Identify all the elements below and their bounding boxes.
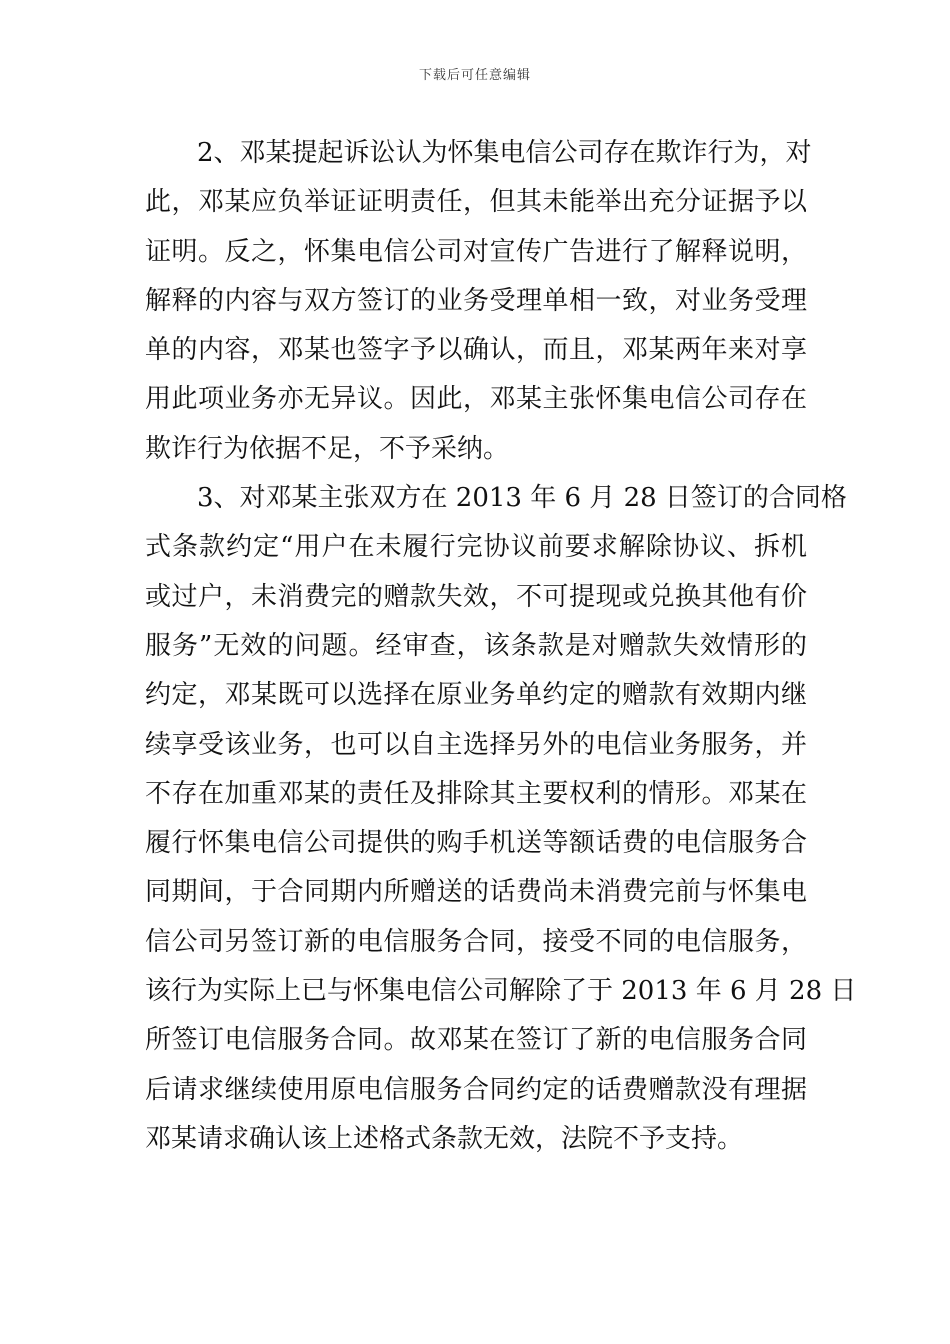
paragraph-3-line: 或过户，未消费完的赠款失效，不可提现或兑换其他有价	[145, 581, 807, 612]
page-header-note: 下载后可任意编辑	[418, 68, 531, 83]
paragraph-2-line: 证明。反之，怀集电信公司对宣传广告进行了解释说明，	[145, 236, 807, 267]
paragraph-3-line: 邓某请求确认该上述格式条款无效，法院不予支持。	[145, 1123, 744, 1154]
paragraph-3-line: 3、对邓某主张双方在 2013 年 6 月 28 日签订的合同格	[197, 483, 847, 514]
paragraph-3-line: 服务”无效的问题。经审查，该条款是对赠款失效情形的	[145, 630, 807, 661]
paragraph-2-line: 此，邓某应负举证证明责任，但其未能举出充分证据予以	[145, 187, 807, 218]
paragraph-2-line: 用此项业务亦无异议。因此，邓某主张怀集电信公司存在	[145, 384, 807, 415]
paragraph-3-line: 信公司另签订新的电信服务合同，接受不同的电信服务，	[145, 926, 807, 957]
document-body	[145, 129, 857, 1164]
paragraph-3-line: 履行怀集电信公司提供的购手机送等额话费的电信服务合	[145, 828, 807, 859]
paragraph-3-line: 续享受该业务，也可以自主选择另外的电信业务服务，并	[145, 729, 807, 760]
paragraph-3-line: 约定，邓某既可以选择在原业务单约定的赠款有效期内继	[145, 680, 807, 711]
paragraph-3-line: 同期间，于合同期内所赠送的话费尚未消费完前与怀集电	[145, 877, 807, 908]
paragraph-2-line: 2、邓某提起诉讼认为怀集电信公司存在欺诈行为，对	[197, 138, 812, 168]
paragraph-3-line: 该行为实际上已与怀集电信公司解除了于 2013 年 6 月 28 日	[145, 976, 857, 1007]
paragraph-2-line: 欺诈行为依据不足，不予采纳。	[145, 433, 510, 464]
paragraph-2-line: 单的内容，邓某也签字予以确认，而且，邓某两年来对享	[145, 335, 807, 366]
paragraph-2-line: 解释的内容与双方签订的业务受理单相一致，对业务受理	[145, 285, 807, 316]
paragraph-3-line: 后请求继续使用原电信服务合同约定的话费赠款没有理据	[145, 1074, 807, 1105]
paragraph-3-line: 不存在加重邓某的责任及排除其主要权利的情形。邓某在	[145, 778, 807, 809]
paragraph-3-line: 式条款约定“用户在未履行完协议前要求解除协议、拆机	[145, 532, 807, 563]
paragraph-3-line: 所签订电信服务合同。故邓某在签订了新的电信服务合同	[145, 1025, 807, 1056]
